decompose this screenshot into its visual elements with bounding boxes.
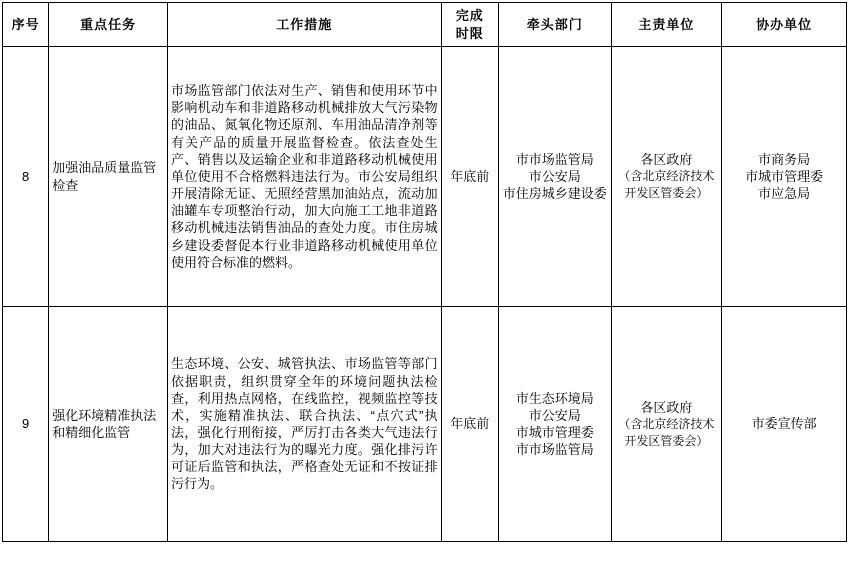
header-lead-dept: 牵头部门	[498, 3, 611, 47]
table-header	[3, 3, 847, 47]
row-measures-text: 市场监管部门依法对生产、销售和使用环节中影响机动车和非道路移动机械排放大气污染物的油品、氮氧化物还原剂、车用油品清净剂等有关产品的质量开展监督检查。依法查处生产、销售以及运输企业和非道路移动机械使用单位使用不合格燃料违法行为。市公安局组织开展清除无证、无照经营黑加油站点，流动加油罐车专项整治行动，加大向施工工地非道路移动机械违法销售油品的查处力度。市住房城乡建设委督促本行业非道路移动机械使用单位使用符合标准的燃料。	[170, 83, 438, 270]
row-lead-dept: 市市场监管局 市公安局 市住房城乡建设委	[498, 47, 611, 307]
document-page	[0, 2, 849, 583]
row-responsible-unit-note: （含北京经济技术开发区管委会）	[618, 416, 715, 448]
header-key-task: 重点任务	[49, 3, 168, 47]
header-measures: 工作措施	[167, 3, 441, 47]
row-seq: 9	[3, 307, 49, 542]
row-deadline: 年底前	[441, 47, 498, 307]
row-responsible-unit	[611, 47, 722, 307]
table-header-row	[3, 3, 847, 47]
row-cooperating-unit: 市委宣传部	[722, 307, 847, 542]
task-table	[2, 2, 847, 542]
header-seq: 序号	[3, 3, 49, 47]
row-responsible-unit-main: 各区政府	[640, 152, 693, 168]
table-row	[3, 47, 847, 307]
row-deadline: 年底前	[441, 307, 498, 542]
table-row	[3, 307, 847, 542]
row-responsible-unit	[611, 307, 722, 542]
header-responsible-unit: 主责单位	[611, 3, 722, 47]
row-responsible-unit-main: 各区政府	[640, 399, 693, 415]
header-deadline: 完成 时限	[441, 3, 498, 47]
row-measures	[167, 307, 441, 542]
row-lead-dept: 市生态环境局 市公安局 市城市管理委 市市场监管局	[498, 307, 611, 542]
row-key-task: 强化环境精准执法和精细化监管	[49, 307, 168, 542]
row-responsible-unit-note: （含北京经济技术开发区管委会）	[618, 169, 715, 201]
row-measures	[167, 47, 441, 307]
row-cooperating-unit: 市商务局 市城市管理委 市应急局	[722, 47, 847, 307]
row-seq: 8	[3, 47, 49, 307]
row-key-task: 加强油品质量监管检查	[49, 47, 168, 307]
row-measures-text: 生态环境、公安、城管执法、市场监管等部门依据职责，组织贯穿全年的环境问题执法检查，利用热点网格，在线监控，视频监控等技术，实施精准执法、联合执法、“点穴式”执法，强化行刑衔接，严厉打击各类大气违法行为，加大对违法行为的曝光力度。强化排污许可证后监管和执法，严格查处无证和不按证排污行为。	[170, 356, 438, 492]
table-body	[3, 47, 847, 542]
header-cooperating-unit: 协办单位	[722, 3, 847, 47]
